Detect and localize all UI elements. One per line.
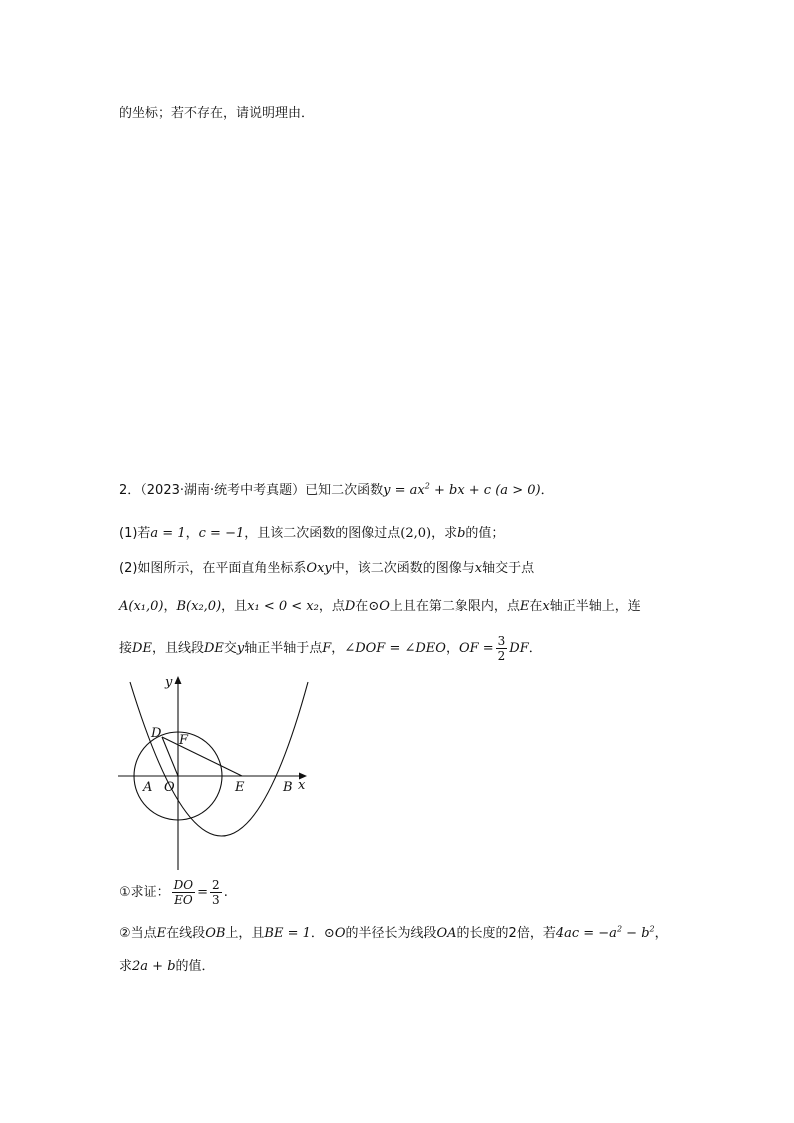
punct: ，: [163, 599, 177, 614]
text: ，且: [221, 599, 248, 614]
label-y: y: [165, 675, 173, 690]
punct: ．: [310, 926, 324, 941]
part-1: [119, 525, 504, 543]
punct: ，: [654, 926, 668, 941]
math-angle-equality: ∠DOF = ∠DEO: [344, 641, 446, 656]
math-be: BE = 1: [264, 926, 311, 941]
label-b: B: [283, 780, 293, 795]
math-equation: $4ac = -a^2 - b^2$: [555, 924, 655, 941]
math-e: E: [519, 599, 530, 614]
segment-do: [162, 737, 178, 776]
function-condition: (a > 0): [495, 483, 541, 498]
fraction-numerator: 2: [212, 878, 220, 892]
fraction-numerator: 3: [497, 634, 506, 648]
label-o: O: [164, 780, 175, 795]
math-point: (2,0): [400, 526, 432, 541]
text: 接: [119, 641, 133, 656]
part-1-mid: ，且该二次函数的图像过点: [244, 526, 401, 541]
text: ，且线段: [151, 641, 204, 656]
part-2-lead: (2)如图所示，在平面直角坐标系: [119, 561, 307, 576]
math-point-a: A(x₁,0): [119, 599, 164, 614]
math-circle-o: ⊙O: [323, 926, 346, 941]
math-inequality: x₁ < 0 < x₂: [247, 599, 319, 614]
text: 交: [223, 641, 237, 656]
label-e: E: [235, 780, 245, 795]
part-2-mid: 中，该二次函数的图像与: [331, 561, 475, 576]
punct: ，: [185, 526, 199, 541]
question-number: 2．: [119, 483, 141, 498]
label-f: F: [179, 733, 189, 748]
part-2-tail: 轴交于点: [482, 561, 535, 576]
fraction-denominator: 2: [497, 649, 506, 663]
text: 求: [119, 959, 133, 974]
punct: ．: [528, 641, 542, 656]
text: 在: [355, 599, 369, 614]
fraction-numerator: DO: [173, 878, 194, 892]
punct: ，: [445, 641, 459, 656]
text: 的长度的2倍，若: [456, 926, 556, 941]
question-2-header: [119, 482, 554, 500]
math-a: a = 1: [150, 526, 186, 541]
text: 上，且: [225, 926, 265, 941]
part-2-line-2: [119, 598, 641, 616]
math-oa: OA: [436, 926, 457, 941]
fraction-denominator: EO: [174, 893, 193, 907]
math-x: x: [474, 561, 483, 576]
text: 的半径长为线段: [345, 926, 437, 941]
text: 在线段: [166, 926, 206, 941]
math-b: b: [457, 526, 466, 541]
punct: ．: [540, 483, 554, 498]
math-ob: OB: [205, 926, 226, 941]
math-point-b: B(x₂,0): [176, 599, 222, 614]
math-circle-o: ⊙O: [368, 599, 390, 614]
math-e: E: [156, 926, 167, 941]
text: 在: [529, 599, 543, 614]
sub-question-2-line-2: [119, 958, 215, 976]
question-source: （2023·湖南·统考中考真题）: [140, 483, 306, 498]
circled-one: ①: [119, 885, 131, 900]
punct: ，: [331, 641, 345, 656]
label-d: D: [151, 726, 162, 741]
math-of: OF =: [458, 641, 494, 656]
equals: =: [197, 885, 209, 900]
y-axis-arrow: [175, 676, 182, 684]
part-1-tail: ，求: [431, 526, 458, 541]
math-df: DF: [509, 641, 529, 656]
text: 轴正半轴于点: [244, 641, 323, 656]
fraction-denominator: 3: [212, 893, 220, 907]
math-de: DE: [203, 641, 224, 656]
math-de: DE: [132, 641, 152, 656]
prev-problem-tail: 的坐标；若不存在，请说明理由．: [119, 106, 315, 121]
text: 上且在第二象限内，点: [389, 599, 520, 614]
math-expression: 2a + b: [132, 959, 176, 974]
sub-question-1: [119, 878, 228, 908]
punct: .: [223, 885, 228, 900]
part-1-lead: (1)若: [119, 526, 151, 541]
math-y: y: [236, 641, 245, 656]
fraction-3-2: [496, 634, 508, 663]
text: 求证：: [130, 885, 170, 900]
text: 当点: [130, 926, 157, 941]
text-line: [119, 105, 314, 123]
segment-de: [162, 737, 242, 776]
fraction-2-3: [210, 878, 222, 907]
math-c: c = −1: [198, 526, 245, 541]
geometry-figure: [110, 670, 320, 880]
math-f: F: [322, 641, 332, 656]
label-x: x: [298, 778, 306, 793]
part-2-line-1: [119, 560, 534, 578]
label-a: A: [143, 780, 153, 795]
sub-question-2-line-1: [119, 925, 668, 943]
function-expression: $y = ax^2$ + bx + c: [383, 481, 492, 498]
text: 的值．: [175, 959, 215, 974]
text: 轴正半轴上，连: [549, 599, 641, 614]
part-1-tail: 的值；: [465, 526, 505, 541]
math-x: x: [542, 599, 550, 614]
fraction-do-eo: [172, 878, 195, 907]
question-stem: 已知二次函数: [305, 483, 384, 498]
part-2-line-3: [119, 634, 542, 663]
circled-two: ②: [119, 926, 131, 941]
math-d: D: [344, 599, 356, 614]
math-oxy: Oxy: [306, 561, 332, 576]
text: ，点: [318, 599, 345, 614]
